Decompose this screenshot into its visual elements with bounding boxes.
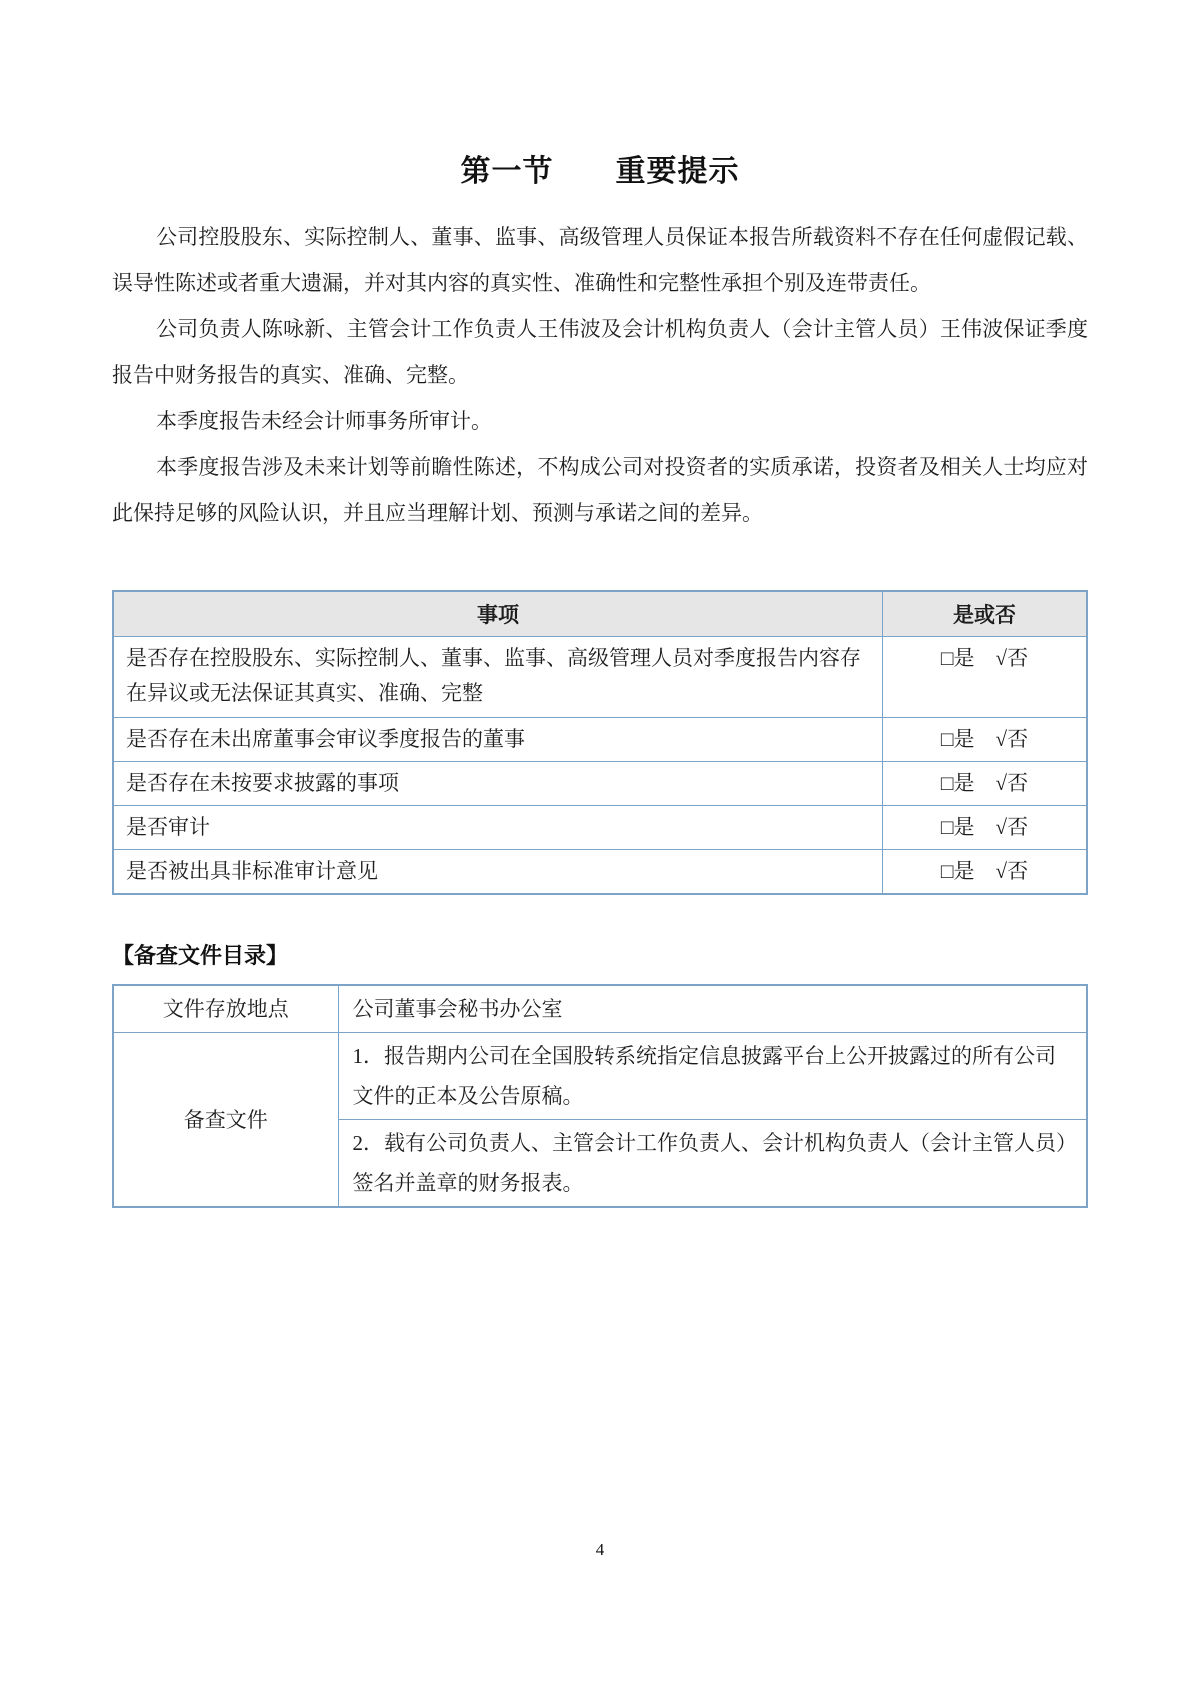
documents-label: 备查文件 (113, 1033, 338, 1208)
row-answer: □是 √否 (882, 718, 1087, 762)
row-answer: □是 √否 (882, 806, 1087, 850)
page-number: 4 (595, 1540, 605, 1559)
table-row (113, 850, 1087, 895)
page-title: 第一节 重要提示 (460, 155, 740, 188)
column-header-yes-or-no: 是或否 (882, 591, 1087, 637)
table-row (113, 762, 1087, 806)
paragraph-responsible-persons: 公司负责人陈咏新、主管会计工作负责人王伟波及会计机构负责人（会计主管人员）王伟波保证季度报告中财务报告的真实、准确、完整。 (112, 317, 1088, 387)
table-row (113, 985, 1087, 1033)
documents-section-title: 【备查文件目录】 (112, 943, 289, 968)
page-content (112, 0, 1088, 1208)
column-header-item: 事项 (113, 591, 882, 637)
table-row (113, 806, 1087, 850)
documents-table (112, 984, 1088, 1208)
row-item-text: 是否存在未按要求披露的事项 (113, 762, 882, 806)
table-row (113, 1033, 1087, 1120)
document-item: 1．报告期内公司在全国股转系统指定信息披露平台上公开披露过的所有公司文件的正本及公告原稿。 (338, 1033, 1087, 1120)
row-item-text: 是否审计 (113, 806, 882, 850)
row-item-text: 是否存在控股股东、实际控制人、董事、监事、高级管理人员对季度报告内容存在异议或无法保证其真实、准确、完整 (113, 637, 882, 718)
row-item-text: 是否被出具非标准审计意见 (113, 850, 882, 895)
yes-no-table (112, 590, 1088, 895)
paragraph-guarantee: 公司控股股东、实际控制人、董事、监事、高级管理人员保证本报告所载资料不存在任何虚假记载、误导性陈述或者重大遗漏，并对其内容的真实性、准确性和完整性承担个别及连带责任。 (112, 225, 1088, 295)
row-answer: □是 √否 (882, 850, 1087, 895)
yes-no-table-header-row (113, 591, 1087, 637)
table-row (113, 637, 1087, 718)
row-answer: □是 √否 (882, 762, 1087, 806)
row-answer: □是 √否 (882, 637, 1087, 718)
paragraph-forward-looking: 本季度报告涉及未来计划等前瞻性陈述，不构成公司对投资者的实质承诺，投资者及相关人士均应对此保持足够的风险认识，并且应当理解计划、预测与承诺之间的差异。 (112, 455, 1088, 525)
documents-location-label: 文件存放地点 (113, 985, 338, 1033)
row-item-text: 是否存在未出席董事会审议季度报告的董事 (113, 718, 882, 762)
paragraph-unaudited: 本季度报告未经会计师事务所审计。 (156, 409, 492, 433)
document-item: 2．载有公司负责人、主管会计工作负责人、会计机构负责人（会计主管人员）签名并盖章的财务报表。 (338, 1120, 1087, 1208)
documents-location-value: 公司董事会秘书办公室 (338, 985, 1087, 1033)
table-row (113, 718, 1087, 762)
